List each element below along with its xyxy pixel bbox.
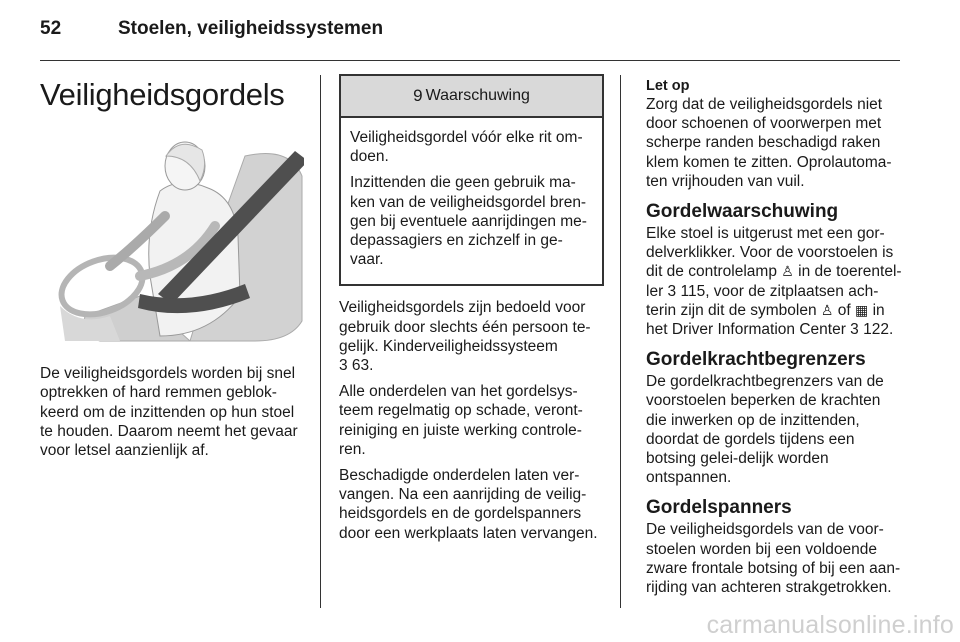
- column-1: [40, 72, 304, 467]
- section-title: Stoelen, veiligheidssystemen: [118, 18, 384, 39]
- seatbelt-reminder-icon: ♙: [820, 301, 834, 318]
- warning-box: [339, 74, 604, 286]
- column-divider: [320, 75, 321, 608]
- paragraph: De veiligheidsgordels van de voor-stoelen worden bij een voldoende zware frontale botsing of bij een aan-rijding van achteren strakgetrokken.: [646, 521, 901, 597]
- column-3: [646, 72, 904, 604]
- page-reference[interactable]: 3 122.: [850, 321, 894, 339]
- warning-header: [341, 76, 602, 118]
- warning-text: Inzittenden die geen gebruik ma-ken van de veiligheidsgordel bren-gen bij eventuele aanrijdingen me-depassagiers en zichzelf in ge-vaar.: [350, 174, 587, 269]
- page-reference[interactable]: 3 63.: [339, 357, 374, 375]
- seatbelt-reminder-icon: ♙: [781, 263, 794, 280]
- page-reference[interactable]: 3 115: [667, 282, 706, 300]
- header-rule: [40, 60, 900, 61]
- page-number: 52: [40, 18, 62, 39]
- warning-body: [341, 118, 602, 284]
- warning-icon: 9: [413, 86, 423, 106]
- note-text: Zorg dat de veiligheidsgordels niet door schoenen of voorwerpen met scherpe randen beschadigd raken klem komen te zitten. Oprolautoma-ten vrijhouden van vuil.: [646, 96, 892, 190]
- column-2: [339, 72, 604, 550]
- watermark: carmanualsonline.info: [706, 611, 954, 639]
- warning-text: Veiligheidsgordel vóór elke rit om-doen.: [350, 129, 583, 166]
- paragraph: Elke stoel is uitgerust met een gor-delverklikker. Voor de voorstoelen is dit de controlelamp ♙ in de toerentel-ler 3 115, voor de zitplaatsen ach-terin zijn dit de symbolen ♙ of ▦ in het Driver Information Center 3 122.: [646, 225, 902, 339]
- seatbelt-illustration: [40, 136, 304, 346]
- intro-paragraph: De veiligheidsgordels worden bij snel optrekken of hard remmen geblok-keerd om de inzittenden op hun stoel te houden. Daarom neemt het gevaar voor letsel aanzienlijk af.: [40, 365, 298, 460]
- warning-heading: Waarschuwing: [425, 87, 530, 105]
- subsection-heading: Gordelspanners: [646, 497, 792, 519]
- subsection-heading: Gordelkrachtbegrenzers: [646, 349, 866, 371]
- column-divider: [620, 75, 621, 608]
- subsection-heading: Gordelwaarschuwing: [646, 201, 839, 223]
- paragraph: De gordelkrachtbegrenzers van de voorstoelen beperken de krachten die inwerken op de inzittenden, doordat de gordels tijdens een botsing gelei-delijk worden ontspannen.: [646, 373, 884, 487]
- paragraph: Beschadigde onderdelen laten ver-vangen. Na een aanrijding de veilig-heidsgordels en de gordelspanners door een werkplaats laten vervangen.: [339, 467, 598, 542]
- paragraph: Veiligheidsgordels zijn bedoeld voor gebruik door slechts één persoon te-gelijk. Kinderveiligheidssysteem 3 63.: [339, 299, 591, 375]
- note-title: Let op: [646, 78, 690, 94]
- rear-seat-icon: ▦: [855, 301, 869, 318]
- section-heading: Veiligheidsgordels: [40, 77, 285, 112]
- page-header: [40, 18, 383, 40]
- paragraph: Alle onderdelen van het gordelsys-teem regelmatig op schade, veront-reiniging en juiste werking controle-ren.: [339, 383, 583, 458]
